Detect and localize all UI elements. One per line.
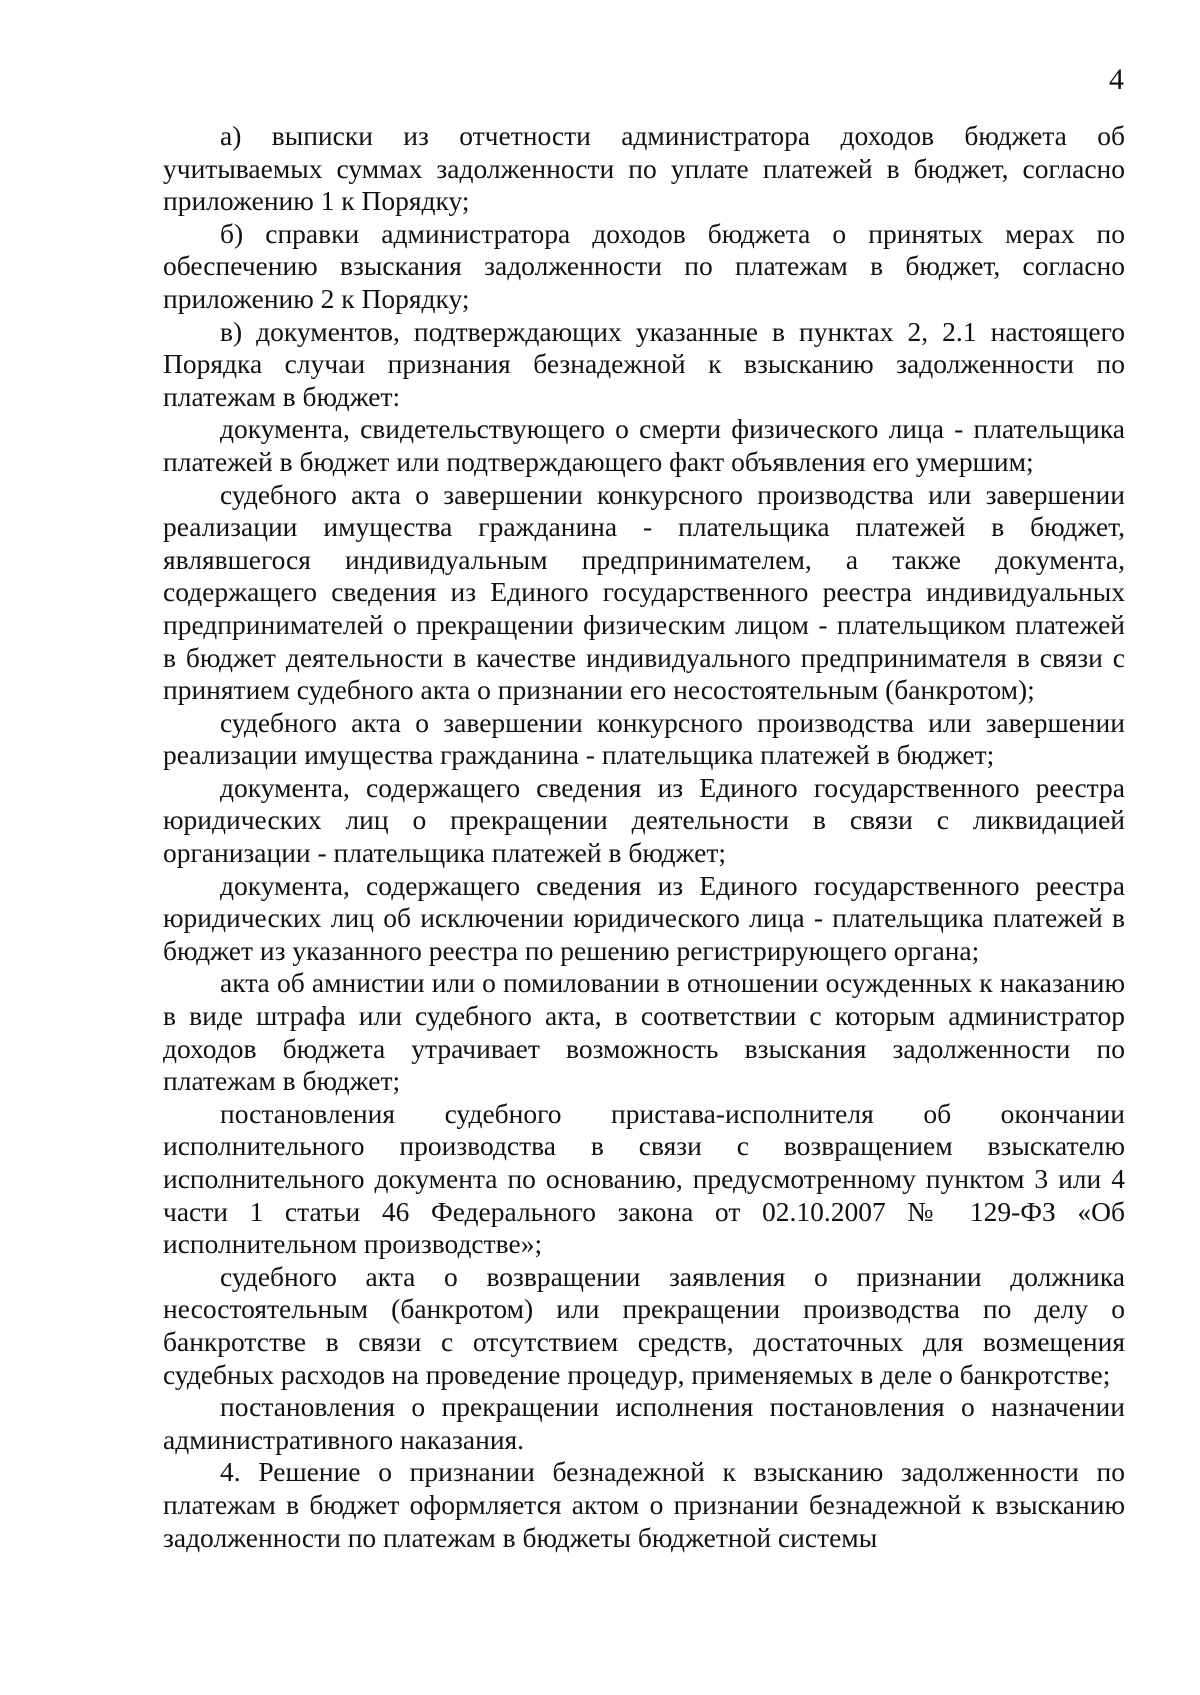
page-number: 4 xyxy=(1109,63,1124,96)
paragraph-death-document: документа, свидетельствующего о смерти физического лица - плательщика платежей в бюджет или подтверждающего факт объявления его умершим; xyxy=(163,413,1125,477)
paragraph-registry-exclusion: документа, содержащего сведения из Единого государственного реестра юридических лиц об исключении юридического лица - плательщика платежей в бюджет из указанного реестра по решению регистрирующего органа; xyxy=(163,869,1125,966)
paragraph-statement-extract: а) выписки из отчетности администратора доходов бюджета об учитываемых суммах задолженности по уплате платежей в бюджет, согласно приложению 1 к Порядку; xyxy=(163,120,1125,217)
paragraph-bankruptcy-return: судебного акта о возвращении заявления о признании должника несостоятельным (банкротом) или прекращении производства по делу о банкротстве в связи с отсутствием средств, достаточных для возмещения судебных расходов на проведение процедур, применяемых в деле о банкротстве; xyxy=(163,1260,1125,1390)
paragraph-citizen-bankruptcy: судебного акта о завершении конкурсного производства или завершении реализации имущества гражданина - плательщика платежей в бюджет; xyxy=(163,706,1125,771)
paragraph-measures-certificate: б) справки администратора доходов бюджета о принятых мерах по обеспечению взыскания задолженности по платежам в бюджет, согласно приложению 2 к Порядку; xyxy=(163,217,1125,314)
paragraph-entrepreneur-bankruptcy: судебного акта о завершении конкурсного производства или завершении реализации имущества гражданина - плательщика платежей в бюджет, являвшегося индивидуальным предпринимателем, а также документа, содержащего сведения из Единого государственного реестра индивидуальных предпринимателей о прекращении физическим лицом - плательщиком платежей в бюджет деятельности в качестве индивидуального предпринимателя в связи с принятием судебного акта о признании его несостоятельным (банкротом); xyxy=(163,478,1125,706)
paragraph-decision-act: 4. Решение о признании безнадежной к взысканию задолженности по платежам в бюджет оформляется актом о признании безнадежной к взысканию задолженности по платежам в бюджеты бюджетной системы xyxy=(163,1456,1125,1553)
paragraph-amnesty: акта об амнистии или о помиловании в отношении осужденных к наказанию в виде штрафа или судебного акта, в соответствии с которым администратор доходов бюджета утрачивает возможность взыскания задолженности по платежам в бюджет; xyxy=(163,967,1125,1097)
paragraph-penalty-termination: постановления о прекращении исполнения постановления о назначении административного наказания. xyxy=(163,1391,1125,1455)
document-body xyxy=(163,120,1125,1554)
paragraph-supporting-documents: в) документов, подтверждающих указанные в пунктах 2, 2.1 настоящего Порядка случаи признания безнадежной к взысканию задолженности по платежам в бюджет: xyxy=(163,315,1125,412)
paragraph-liquidation: документа, содержащего сведения из Единого государственного реестра юридических лиц о прекращении деятельности в связи с ликвидацией организации - плательщика платежей в бюджет; xyxy=(163,771,1125,869)
paragraph-bailiff-resolution: постановления судебного пристава-исполнителя об окончании исполнительного производства в связи с возвращением взыскателю исполнительного документа по основанию, предусмотренному пунктом 3 или 4 части 1 статьи 46 Федерального закона от 02.10.2007 № 129-ФЗ «Об исполнительном производстве»; xyxy=(163,1097,1125,1260)
